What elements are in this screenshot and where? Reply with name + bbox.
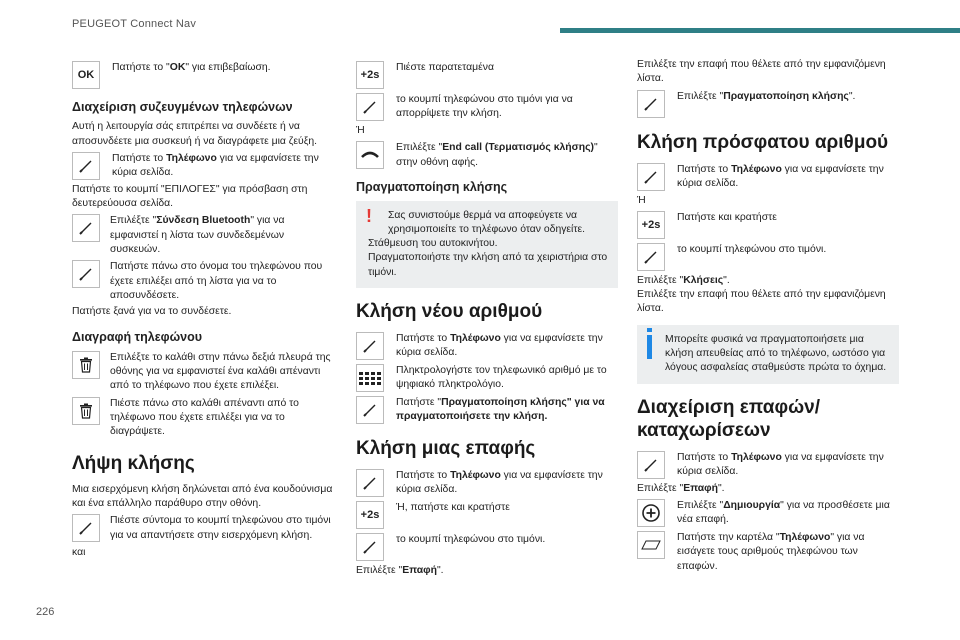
header-accent-bar bbox=[560, 28, 960, 33]
pencil-icon bbox=[72, 152, 100, 180]
add-circle-icon bbox=[637, 499, 665, 527]
step-confirm: OK Πατήστε το "OK" για επιβεβαίωση. bbox=[72, 60, 334, 90]
paragraph: Επιλέξτε "Επαφή". bbox=[637, 482, 725, 494]
pencil-icon bbox=[356, 396, 384, 424]
heading-manage-phones: Διαχείριση συζευγμένων τηλεφώνων bbox=[72, 100, 293, 114]
steering-button-icon: +2s bbox=[356, 501, 384, 529]
step-end-call: Επιλέξτε "End call (Τερματισμός κλήσης)" στην οθόνη αφής. bbox=[356, 140, 618, 170]
pencil-icon bbox=[356, 332, 384, 360]
pencil-icon bbox=[72, 260, 100, 288]
paragraph: Αυτή η λειτουργία σάς επιτρέπει να συνδέετε ή να αποσυνδέετε μια συσκευή ή να διαγράφετε μια ζεύξη. bbox=[72, 121, 318, 147]
heading-make-call: Πραγματοποίηση κλήσης bbox=[356, 180, 508, 195]
step-answer: Πιέστε σύντομα το κουμπί τηλεφώνου στο τιμόνι για να απαντήσετε στην εισερχόμενη κλήση. bbox=[72, 513, 334, 544]
step-steering: το κουμπί τηλεφώνου στο τιμόνι. bbox=[637, 242, 899, 272]
pencil-icon bbox=[637, 243, 665, 271]
info-box bbox=[637, 325, 899, 384]
paragraph: Επιλέξτε την επαφή που θέλετε από την εμφανιζόμενη λίστα. bbox=[637, 289, 886, 315]
or-label: Ή bbox=[356, 125, 365, 136]
paragraph: Πατήστε ξανά για να το συνδέσετε. bbox=[72, 306, 232, 318]
step-place-call: Πατήστε "Πραγματοποίηση κλήσης" για να πραγματοποιήσετε την κλήση. bbox=[356, 395, 618, 425]
steering-button-icon: +2s bbox=[637, 211, 665, 239]
paragraph: Πατήστε το κουμπί "ΕΠΙΛΟΓΕΣ" για πρόσβαση στη δευτερεύουσα σελίδα. bbox=[72, 183, 308, 210]
column-3 bbox=[637, 58, 899, 576]
column-1 bbox=[72, 58, 334, 561]
paragraph: Επιλέξτε "Κλήσεις". bbox=[637, 274, 730, 286]
trash-icon bbox=[72, 351, 100, 379]
pencil-icon bbox=[356, 469, 384, 497]
heading-delete-phone: Διαγραφή τηλεφώνου bbox=[72, 329, 203, 344]
step-long-press: +2s Πατήστε και κρατήστε bbox=[637, 210, 899, 240]
step-phone: Πατήστε το Τηλέφωνο για να εμφανίσετε την κύρια σελίδα. bbox=[637, 450, 899, 480]
pencil-icon bbox=[72, 514, 100, 542]
pencil-icon bbox=[72, 214, 100, 242]
step-disconnect: Πατήστε πάνω στο όνομα του τηλεφώνου που έχετε επιλέξει από τη λίστα για να το αποσυνδέσετε. bbox=[72, 259, 334, 303]
step-bluetooth: Επιλέξτε "Σύνδεση Bluetooth" για να εμφανιστεί η λίστα των συνδεδεμένων συσκευών. bbox=[72, 213, 334, 257]
pencil-icon bbox=[637, 163, 665, 191]
ok-icon: OK bbox=[72, 61, 100, 89]
heading-receive-call: Λήψη κλήσης bbox=[72, 452, 195, 474]
trash-icon bbox=[72, 397, 100, 425]
column-2 bbox=[356, 58, 618, 578]
warning-icon: ! bbox=[366, 205, 372, 226]
step-steering: το κουμπί τηλεφώνου στο τιμόνι. bbox=[356, 532, 618, 562]
step-phone: Πατήστε το Τηλέφωνο για να εμφανίσετε την κύρια σελίδα. bbox=[356, 331, 618, 361]
paragraph: Μια εισερχόμενη κλήση δηλώνεται από ένα κουδούνισμα και ένα επάλληλο παράθυρο στην οθόνη. bbox=[72, 483, 333, 509]
tab-icon bbox=[637, 531, 665, 559]
warning-box bbox=[356, 201, 618, 288]
paragraph: Επιλέξτε την επαφή που θέλετε από την εμφανιζόμενη λίστα. bbox=[637, 59, 886, 85]
keypad-icon bbox=[356, 364, 384, 392]
page-number: 226 bbox=[36, 606, 55, 618]
step-long-press: +2s Ή, πατήστε και κρατήστε bbox=[356, 500, 618, 530]
step-keypad: Πληκτρολογήστε τον τηλεφωνικό αριθμό με το ψηφιακό πληκτρολόγιο. bbox=[356, 363, 618, 393]
step-phone: Πατήστε το Τηλέφωνο για να εμφανίσετε την κύρια σελίδα. bbox=[72, 151, 334, 181]
step-phone: Πατήστε το Τηλέφωνο για να εμφανίσετε την κύρια σελίδα. bbox=[637, 162, 899, 192]
step-reject: το κουμπί τηλεφώνου στο τιμόνι για να απορρίψετε την κλήση. bbox=[356, 92, 618, 122]
info-icon bbox=[647, 335, 652, 359]
step-phone: Πατήστε το Τηλέφωνο για να εμφανίσετε την κύρια σελίδα. bbox=[356, 468, 618, 498]
pencil-icon bbox=[356, 93, 384, 121]
heading-recent-number: Κλήση πρόσφατου αριθμού bbox=[637, 131, 889, 153]
hang-up-icon bbox=[356, 141, 384, 169]
pencil-icon bbox=[637, 90, 665, 118]
pencil-icon bbox=[637, 451, 665, 479]
header-title: PEUGEOT Connect Nav bbox=[72, 18, 197, 30]
heading-call-contact: Κλήση μιας επαφής bbox=[356, 438, 536, 460]
step-long-press: +2s Πιέστε παρατεταμένα bbox=[356, 60, 618, 90]
or-label: Ή bbox=[637, 194, 646, 206]
step-trash-delete: Πιέστε πάνω στο καλάθι απέναντι από το τηλέφωνο που έχετε επιλέξει για να το διαγράψετε. bbox=[72, 396, 334, 440]
heading-manage-contacts: Διαχείριση επαφών/ καταχωρίσεων bbox=[637, 396, 820, 441]
step-trash: Επιλέξτε το καλάθι στην πάνω δεξιά πλευρά της οθόνης για να εμφανιστεί ένα καλάθι απέναντι από το τηλέφωνο που έχετε επιλέξει. bbox=[72, 350, 334, 394]
pencil-icon bbox=[356, 533, 384, 561]
paragraph: Επιλέξτε "Επαφή". bbox=[356, 565, 444, 577]
warning-text: Στάθμευση του αυτοκινήτου. bbox=[368, 238, 498, 250]
step-place-call: Επιλέξτε "Πραγματοποίηση κλήσης". bbox=[637, 89, 899, 119]
info-text: Μπορείτε φυσικά να πραγματοποιήσετε μια κλήση απευθείας από το τηλέφωνο, ωστόσο για λόγους ασφαλείας σταθμεύστε πρώτα το όχημα. bbox=[665, 333, 887, 374]
steering-button-icon: +2s bbox=[356, 61, 384, 89]
paragraph: και bbox=[72, 547, 86, 559]
warning-text: Σας συνιστούμε θερμά να αποφεύγετε να χρησιμοποιείτε το τηλέφωνο όταν οδηγείτε. bbox=[388, 209, 585, 235]
heading-new-number: Κλήση νέου αριθμού bbox=[356, 301, 543, 323]
step-create: Επιλέξτε "Δημιουργία" για να προσθέσετε μια νέα επαφή. bbox=[637, 498, 899, 528]
step-phone-tab: Πατήστε την καρτέλα "Τηλέφωνο" για να εισάγετε τους αριθμούς τηλεφώνου των επαφών. bbox=[637, 530, 899, 574]
warning-text: Πραγματοποιήστε την κλήση από τα χειριστήρια στο τιμόνι. bbox=[368, 252, 608, 278]
